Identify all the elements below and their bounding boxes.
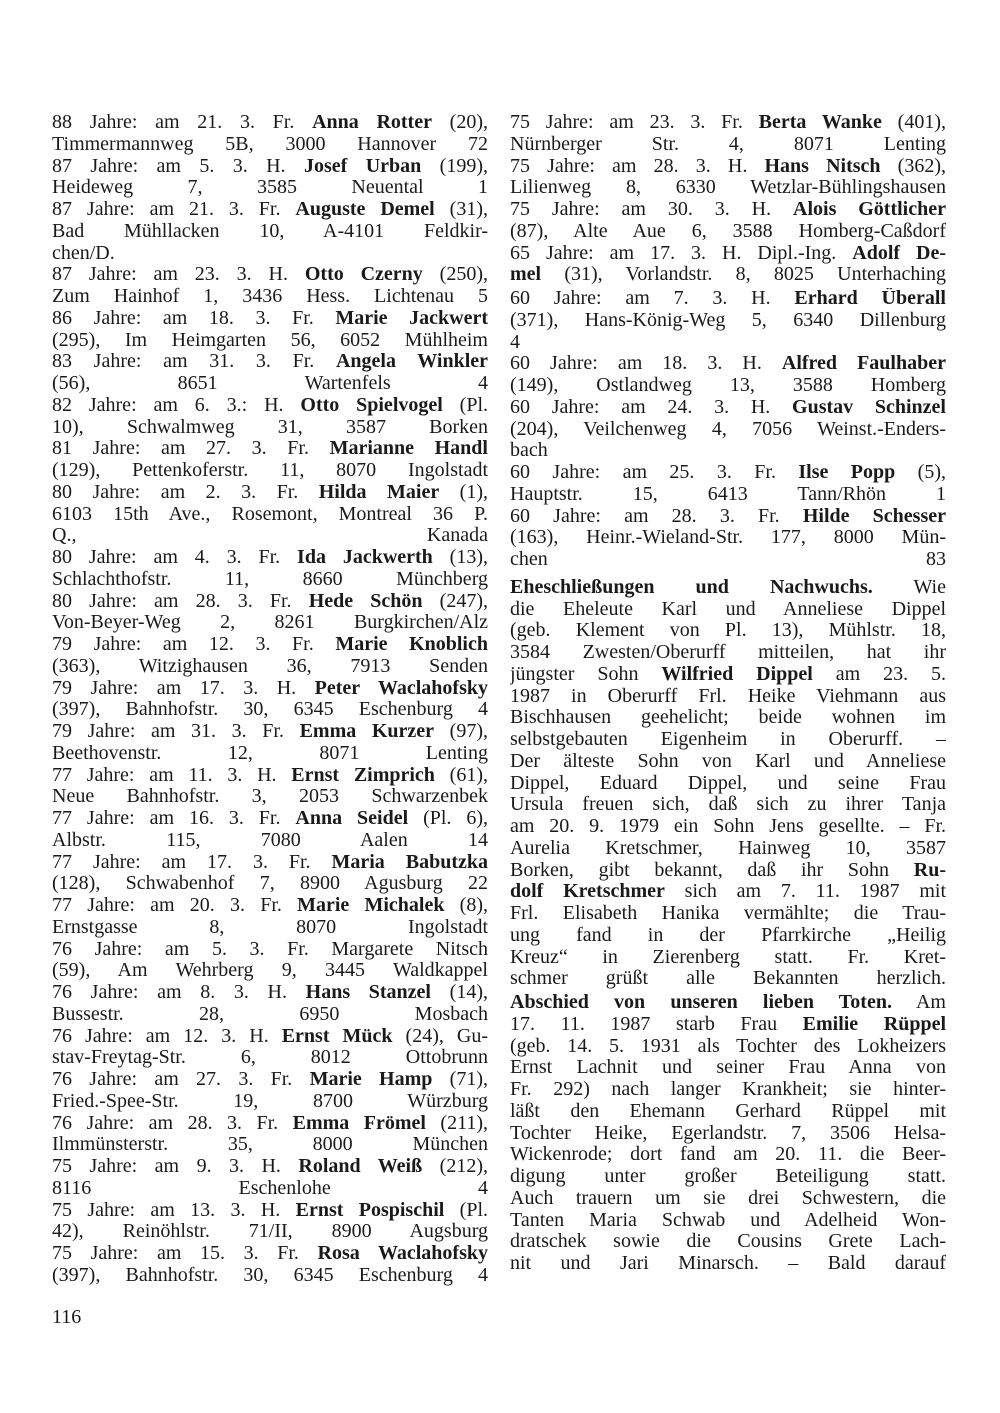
text-line bbox=[510, 903, 946, 925]
bold-name: Erhard Überall bbox=[794, 288, 946, 309]
text-segment: (71), bbox=[432, 1069, 488, 1090]
text-segment: Wie bbox=[872, 576, 946, 598]
text-line bbox=[52, 199, 488, 221]
text-segment: Kreuz“ in Zierenberg statt. Fr. Kret- bbox=[510, 946, 946, 968]
text-segment: 79 Jahre: am 17. 3. H. bbox=[52, 677, 315, 699]
bold-name: Maria Babutzka bbox=[331, 851, 488, 873]
text-segment: 65 Jahre: am 17. 3. H. Dipl.-Ing. bbox=[510, 242, 853, 264]
bold-name: Ilse Popp bbox=[798, 462, 896, 483]
text-segment: 8116 Eschenlohe 4 bbox=[52, 1177, 488, 1199]
bold-name: Emma Frömel bbox=[292, 1112, 426, 1134]
text-segment: (199), bbox=[421, 155, 488, 177]
bold-name: Anna Rotter bbox=[312, 112, 432, 133]
bold-name: Ru- bbox=[913, 859, 946, 881]
bold-name: Marie Hamp bbox=[309, 1069, 433, 1090]
page-number: 116 bbox=[52, 1306, 82, 1328]
text-block bbox=[510, 577, 946, 990]
bold-name: Marie Jackwert bbox=[335, 307, 488, 329]
text-line bbox=[510, 860, 946, 882]
text-line bbox=[52, 286, 488, 308]
text-line bbox=[510, 264, 946, 286]
text-segment: 76 Jahre: am 28. 3. Fr. bbox=[52, 1112, 293, 1134]
text-line bbox=[52, 308, 488, 330]
text-line bbox=[510, 506, 946, 528]
text-line bbox=[510, 156, 946, 178]
text-segment: Ilmmünsterstr. 35, 8000 München bbox=[52, 1134, 488, 1156]
text-line bbox=[52, 177, 488, 199]
text-line bbox=[52, 808, 488, 830]
text-line bbox=[510, 288, 946, 310]
text-line bbox=[510, 353, 946, 375]
text-segment: (1), bbox=[439, 481, 488, 503]
text-line bbox=[52, 1069, 488, 1091]
text-line bbox=[52, 438, 488, 460]
bold-name: Roland Weiß bbox=[298, 1156, 423, 1177]
bold-name: Hans Stanzel bbox=[305, 982, 431, 1003]
text-line bbox=[510, 332, 946, 354]
text-line bbox=[52, 547, 488, 569]
text-segment: am 20. 9. 1979 ein Sohn Jens gesellte. – Fr. bbox=[510, 816, 946, 837]
text-segment: 87 Jahre: am 5. 3. H. bbox=[52, 155, 304, 177]
text-segment: chen/D. bbox=[52, 242, 115, 264]
text-segment: (397), Bahnhofstr. 30, 6345 Eschenburg 4 bbox=[52, 699, 488, 721]
text-line bbox=[510, 599, 946, 621]
text-line bbox=[510, 419, 946, 441]
text-segment: Auch trauern um sie drei Schwestern, die bbox=[510, 1187, 946, 1209]
text-line bbox=[510, 925, 946, 947]
text-segment: Bischhausen geehelicht; beide wohnen im bbox=[510, 707, 946, 729]
text-line bbox=[52, 1113, 488, 1135]
text-segment: Wickenrode; dort fand am 20. 11. die Beer- bbox=[510, 1144, 946, 1166]
text-line bbox=[510, 707, 946, 729]
text-line bbox=[510, 881, 946, 903]
text-segment: (13), bbox=[432, 547, 488, 568]
bold-name: Wilfried Dippel bbox=[661, 663, 813, 685]
bold-name: Marianne Handl bbox=[329, 438, 488, 460]
text-line bbox=[510, 484, 946, 506]
text-line bbox=[510, 1231, 946, 1253]
text-block bbox=[510, 112, 946, 286]
text-segment: Dippel, Eduard Dippel, und seine Frau bbox=[510, 772, 946, 794]
text-segment: 60 Jahre: am 24. 3. H. bbox=[510, 396, 793, 418]
text-segment: Q., Kanada bbox=[52, 525, 488, 547]
text-segment: sich am 7. 11. 1987 mit bbox=[664, 881, 946, 903]
text-segment: (211), bbox=[425, 1112, 488, 1134]
bold-name: Alois Göttlicher bbox=[793, 199, 946, 220]
text-line bbox=[510, 462, 946, 484]
text-line bbox=[52, 569, 488, 591]
text-segment: 60 Jahre: am 28. 3. Fr. bbox=[510, 505, 803, 527]
left-column bbox=[52, 112, 488, 1289]
text-line bbox=[510, 397, 946, 419]
text-segment: 87 Jahre: am 23. 3. H. bbox=[52, 264, 305, 286]
text-segment: (5), bbox=[895, 462, 946, 483]
text-segment: die Eheleute Karl und Anneliese Dippel bbox=[510, 598, 946, 620]
text-segment: 75 Jahre: am 13. 3. H. bbox=[52, 1199, 296, 1221]
text-line bbox=[52, 373, 488, 395]
text-segment: (8), bbox=[444, 895, 488, 916]
bold-name: Alfred Faulhaber bbox=[781, 353, 946, 375]
text-line bbox=[510, 243, 946, 265]
text-segment: (129), Pettenkoferstr. 11, 8070 Ingolstadt bbox=[52, 460, 488, 481]
text-line bbox=[52, 852, 488, 874]
text-line bbox=[52, 243, 488, 265]
text-line bbox=[510, 440, 946, 462]
text-line bbox=[510, 1057, 946, 1079]
text-line bbox=[510, 577, 946, 599]
text-line bbox=[52, 939, 488, 961]
text-segment: 79 Jahre: am 12. 3. Fr. bbox=[52, 634, 336, 655]
text-segment: bach bbox=[510, 440, 548, 462]
text-segment: 80 Jahre: am 2. 3. Fr. bbox=[52, 481, 319, 503]
text-line bbox=[52, 460, 488, 482]
text-segment: (31), bbox=[434, 199, 488, 220]
text-line bbox=[510, 1188, 946, 1210]
text-segment: Hauptstr. 15, 6413 Tann/Rhön 1 bbox=[510, 483, 946, 505]
text-line bbox=[510, 992, 946, 1014]
text-line bbox=[510, 1123, 946, 1145]
text-line bbox=[510, 838, 946, 860]
bold-name: Otto Spielvogel bbox=[300, 394, 443, 416]
text-segment: Albstr. 115, 7080 Aalen 14 bbox=[52, 829, 488, 851]
text-segment: (24), Gu- bbox=[392, 1025, 488, 1047]
text-segment: (31), Vorlandstr. 8, 8025 Unterhaching bbox=[541, 264, 946, 286]
text-line bbox=[52, 1221, 488, 1243]
text-line bbox=[52, 982, 488, 1004]
text-segment: Bussestr. 28, 6950 Mosbach bbox=[52, 1003, 488, 1025]
text-segment: Von-Beyer-Weg 2, 8261 Burgkirchen/Alz bbox=[52, 612, 488, 634]
text-line bbox=[510, 549, 946, 571]
text-segment: 76 Jahre: am 12. 3. H. bbox=[52, 1025, 282, 1047]
text-line bbox=[52, 395, 488, 417]
text-segment: Ernst Lachnit und seiner Frau Anna von bbox=[510, 1057, 946, 1079]
text-segment: 77 Jahre: am 11. 3. H. bbox=[52, 764, 292, 786]
text-line bbox=[510, 751, 946, 773]
bold-name: Ernst Zimprich bbox=[291, 764, 435, 786]
text-line bbox=[52, 917, 488, 939]
text-segment: (97), bbox=[434, 721, 488, 742]
bold-name: Emilie Rüppel bbox=[802, 1013, 946, 1035]
bold-name: Marie Michalek bbox=[297, 895, 445, 916]
text-segment: ung fand in der Pfarrkirche „Heilig bbox=[510, 924, 946, 946]
bold-name: Hilde Schesser bbox=[802, 505, 946, 527]
text-segment: (geb. 14. 5. 1931 als Tochter des Lokheizers bbox=[510, 1035, 946, 1057]
text-line bbox=[510, 947, 946, 969]
text-segment: Fr. 292) nach langer Krankheit; sie hinter- bbox=[510, 1079, 946, 1100]
text-segment: (87), Alte Aue 6, 3588 Homberg-Caßdorf bbox=[510, 220, 946, 242]
text-line bbox=[52, 591, 488, 613]
text-segment: (Pl. 6), bbox=[408, 808, 488, 829]
text-segment: 4 bbox=[510, 331, 520, 353]
text-line bbox=[52, 699, 488, 721]
bold-name: dolf Kretschmer bbox=[510, 881, 665, 903]
text-segment: 3584 Zwesten/Oberurff mitteilen, hat ihr bbox=[510, 642, 946, 663]
text-line bbox=[510, 1166, 946, 1188]
text-segment: Tochter Heike, Egerlandstr. 7, 3506 Helsa- bbox=[510, 1122, 946, 1144]
text-segment: 80 Jahre: am 28. 3. Fr. bbox=[52, 590, 309, 612]
text-line bbox=[510, 112, 946, 134]
text-segment: (371), Hans-König-Weg 5, 6340 Dillenburg bbox=[510, 309, 946, 331]
bold-name: Abschied von unseren lieben Toten. bbox=[510, 992, 892, 1013]
text-line bbox=[52, 743, 488, 765]
text-line bbox=[52, 873, 488, 895]
text-segment: 83 Jahre: am 31. 3. Fr. bbox=[52, 351, 336, 373]
text-segment: 75 Jahre: am 15. 3. Fr. bbox=[52, 1243, 318, 1264]
text-line bbox=[510, 729, 946, 751]
text-segment: 17. 11. 1987 starb Frau bbox=[510, 1013, 803, 1035]
right-column bbox=[510, 112, 946, 1277]
bold-name: Emma Kurzer bbox=[299, 721, 435, 742]
text-line bbox=[52, 351, 488, 373]
bold-name: Eheschließungen und Nachwuchs. bbox=[510, 576, 873, 598]
text-segment: 60 Jahre: am 18. 3. H. bbox=[510, 353, 782, 375]
bold-name: Hilda Maier bbox=[318, 481, 440, 503]
text-segment: 10), Schwalmweg 31, 3587 Borken bbox=[52, 416, 488, 438]
text-line bbox=[510, 1036, 946, 1058]
text-line bbox=[52, 721, 488, 743]
text-line bbox=[510, 1253, 946, 1275]
text-block bbox=[510, 288, 946, 571]
text-line bbox=[510, 794, 946, 816]
text-line bbox=[52, 525, 488, 547]
text-segment: Schlachthofstr. 11, 8660 Münchberg bbox=[52, 568, 488, 590]
text-segment: dratschek sowie die Cousins Grete Lach- bbox=[510, 1231, 946, 1253]
text-line bbox=[52, 830, 488, 852]
bold-name: Hans Nitsch bbox=[764, 155, 881, 177]
bold-name: Berta Wanke bbox=[758, 112, 882, 133]
text-segment: (247), bbox=[422, 590, 488, 612]
text-segment: Ernstgasse 8, 8070 Ingolstadt bbox=[52, 916, 488, 938]
text-segment: 60 Jahre: am 7. 3. H. bbox=[510, 288, 795, 309]
text-segment: (401), bbox=[881, 112, 946, 133]
text-segment: (212), bbox=[422, 1156, 488, 1177]
text-line bbox=[52, 1091, 488, 1113]
text-line bbox=[510, 773, 946, 795]
text-line bbox=[510, 199, 946, 221]
text-line bbox=[510, 221, 946, 243]
text-segment: Fried.-Spee-Str. 19, 8700 Würzburg bbox=[52, 1090, 488, 1112]
text-line bbox=[52, 264, 488, 286]
text-line bbox=[52, 678, 488, 700]
text-line bbox=[510, 620, 946, 642]
text-segment: 87 Jahre: am 21. 3. Fr. bbox=[52, 199, 296, 220]
text-segment: Am bbox=[891, 992, 946, 1013]
text-segment: 75 Jahre: am 9. 3. H. bbox=[52, 1156, 299, 1177]
text-segment: chen 83 bbox=[510, 549, 946, 570]
text-segment: Timmermannweg 5B, 3000 Hannover 72 bbox=[52, 133, 488, 155]
text-segment: Frl. Elisabeth Hanika vermählte; die Trau- bbox=[510, 903, 946, 924]
text-line bbox=[52, 895, 488, 917]
text-line bbox=[52, 134, 488, 156]
text-segment: (20), bbox=[431, 112, 488, 133]
text-segment: läßt den Ehemann Gerhard Rüppel mit bbox=[510, 1100, 946, 1122]
text-segment: (363), Witzighausen 36, 7913 Senden bbox=[52, 655, 488, 677]
text-line bbox=[52, 1178, 488, 1200]
text-segment: Beethovenstr. 12, 8071 Lenting bbox=[52, 742, 488, 764]
text-line bbox=[52, 156, 488, 178]
bold-name: Hede Schön bbox=[308, 590, 423, 612]
text-segment: selbstgebauten Eigenheim in Oberurff. – bbox=[510, 729, 946, 750]
text-line bbox=[510, 1014, 946, 1036]
text-segment: (56), 8651 Wartenfels 4 bbox=[52, 373, 488, 394]
text-segment: 86 Jahre: am 18. 3. Fr. bbox=[52, 307, 336, 329]
bold-name: Anna Seidel bbox=[295, 808, 409, 829]
text-line bbox=[52, 417, 488, 439]
text-segment: 88 Jahre: am 21. 3. Fr. bbox=[52, 112, 313, 133]
text-line bbox=[510, 664, 946, 686]
text-line bbox=[510, 375, 946, 397]
text-segment: Bad Mühllacken 10, A-4101 Feldkir- bbox=[52, 220, 488, 242]
bold-name: Rosa Waclahofsky bbox=[317, 1243, 488, 1264]
text-segment: 82 Jahre: am 6. 3.: H. bbox=[52, 394, 301, 416]
bold-name: Ernst Pospischil bbox=[295, 1199, 445, 1221]
text-line bbox=[52, 1026, 488, 1048]
text-segment: 42), Reinöhlstr. 71/II, 8900 Augsburg bbox=[52, 1221, 488, 1243]
bold-name: Peter Waclahofsky bbox=[314, 677, 488, 699]
text-segment: (295), Im Heimgarten 56, 6052 Mühlheim bbox=[52, 329, 488, 351]
text-segment: am 23. 5. bbox=[812, 663, 946, 685]
text-line bbox=[510, 1210, 946, 1232]
bold-name: Gustav Schinzel bbox=[792, 396, 946, 418]
text-segment: (397), Bahnhofstr. 30, 6345 Eschenburg 4 bbox=[52, 1264, 488, 1286]
text-segment: Nürnberger Str. 4, 8071 Lenting bbox=[510, 133, 946, 155]
text-segment: (geb. Klement von Pl. 13), Mühlstr. 18, bbox=[510, 620, 946, 642]
text-segment: Neue Bahnhofstr. 3, 2053 Schwarzenbek bbox=[52, 786, 488, 808]
text-segment: 80 Jahre: am 4. 3. Fr. bbox=[52, 547, 298, 568]
text-line bbox=[52, 330, 488, 352]
text-segment: Ursula freuen sich, daß sich zu ihrer Tanja bbox=[510, 794, 946, 816]
text-line bbox=[510, 816, 946, 838]
text-line bbox=[52, 482, 488, 504]
text-segment: (250), bbox=[422, 264, 488, 286]
text-segment: (128), Schwabenhof 7, 8900 Agusburg 22 bbox=[52, 873, 488, 895]
text-line bbox=[52, 1134, 488, 1156]
text-line bbox=[510, 1101, 946, 1123]
text-segment: Der älteste Sohn von Karl und Anneliese bbox=[510, 750, 946, 772]
text-line bbox=[510, 527, 946, 549]
text-line bbox=[52, 1047, 488, 1069]
text-line bbox=[52, 765, 488, 787]
text-line bbox=[52, 221, 488, 243]
text-segment: Lilienweg 8, 6330 Wetzlar-Bühlingshausen bbox=[510, 177, 946, 199]
text-line bbox=[52, 786, 488, 808]
text-line bbox=[52, 1265, 488, 1287]
text-segment: 75 Jahre: am 30. 3. H. bbox=[510, 199, 794, 220]
text-line bbox=[52, 1243, 488, 1265]
text-segment: 76 Jahre: am 27. 3. Fr. bbox=[52, 1069, 310, 1090]
text-segment: 77 Jahre: am 16. 3. Fr. bbox=[52, 808, 296, 829]
text-line bbox=[510, 1079, 946, 1101]
text-segment: 75 Jahre: am 28. 3. H. bbox=[510, 155, 765, 177]
text-segment: nit und Jari Minarsch. – Bald darauf bbox=[510, 1253, 946, 1274]
bold-name: Otto Czerny bbox=[304, 264, 423, 286]
text-segment: (163), Heinr.-Wieland-Str. 177, 8000 Mün- bbox=[510, 527, 946, 549]
text-segment: 77 Jahre: am 17. 3. Fr. bbox=[52, 851, 332, 873]
text-segment: Zum Hainhof 1, 3436 Hess. Lichtenau 5 bbox=[52, 286, 488, 307]
text-segment: (Pl. bbox=[442, 394, 488, 416]
text-line bbox=[510, 642, 946, 664]
text-segment: Aurelia Kretschmer, Hainweg 10, 3587 bbox=[510, 837, 946, 859]
text-segment: 1987 in Oberurff Frl. Heike Viehmann aus bbox=[510, 685, 946, 707]
text-segment: 6103 15th Ave., Rosemont, Montreal 36 P. bbox=[52, 503, 488, 525]
text-segment: (61), bbox=[434, 764, 488, 786]
text-line bbox=[52, 656, 488, 678]
text-line bbox=[52, 1200, 488, 1222]
text-block bbox=[510, 992, 946, 1275]
text-line bbox=[510, 1144, 946, 1166]
text-segment: (149), Ostlandweg 13, 3588 Homberg bbox=[510, 375, 946, 396]
text-segment: 77 Jahre: am 20. 3. Fr. bbox=[52, 895, 298, 916]
text-segment: Tanten Maria Schwab und Adelheid Won- bbox=[510, 1209, 946, 1231]
text-line bbox=[510, 968, 946, 990]
text-segment: (362), bbox=[880, 155, 946, 177]
bold-name: Auguste Demel bbox=[295, 199, 435, 220]
bold-name: Angela Winkler bbox=[335, 351, 488, 373]
bold-name: mel bbox=[510, 264, 542, 286]
text-segment: 81 Jahre: am 27. 3. Fr. bbox=[52, 438, 330, 460]
text-segment: (59), Am Wehrberg 9, 3445 Waldkappel bbox=[52, 960, 488, 982]
text-line bbox=[52, 1156, 488, 1178]
text-segment: 76 Jahre: am 5. 3. Fr. Margarete Nitsch bbox=[52, 938, 488, 960]
text-segment: (14), bbox=[431, 982, 488, 1003]
text-segment: (Pl. bbox=[444, 1199, 488, 1221]
bold-name: Ernst Mück bbox=[281, 1025, 393, 1047]
bold-name: Josef Urban bbox=[304, 155, 422, 177]
text-segment: stav-Freytag-Str. 6, 8012 Ottobrunn bbox=[52, 1047, 488, 1069]
text-segment: 60 Jahre: am 25. 3. Fr. bbox=[510, 462, 799, 483]
text-line bbox=[510, 310, 946, 332]
text-segment: Heideweg 7, 3585 Neuental 1 bbox=[52, 177, 488, 199]
text-line bbox=[510, 686, 946, 708]
bold-name: Ida Jackwerth bbox=[297, 547, 433, 568]
bold-name: Marie Knoblich bbox=[335, 634, 488, 655]
text-segment: 79 Jahre: am 31. 3. Fr. bbox=[52, 721, 300, 742]
text-line bbox=[510, 134, 946, 156]
text-block bbox=[52, 112, 488, 1287]
text-segment: schmer grüßt alle Bekannten herzlich. bbox=[510, 968, 946, 990]
text-segment: 76 Jahre: am 8. 3. H. bbox=[52, 982, 306, 1003]
text-segment: digung unter großer Beteiligung statt. bbox=[510, 1166, 946, 1187]
text-line bbox=[52, 960, 488, 982]
text-line bbox=[52, 612, 488, 634]
text-segment: 75 Jahre: am 23. 3. Fr. bbox=[510, 112, 759, 133]
text-segment: (204), Veilchenweg 4, 7056 Weinst.-Enders- bbox=[510, 418, 946, 440]
text-line bbox=[52, 112, 488, 134]
text-line bbox=[510, 177, 946, 199]
text-line bbox=[52, 1004, 488, 1026]
text-segment: jüngster Sohn bbox=[510, 663, 662, 685]
text-line bbox=[52, 634, 488, 656]
text-segment: Borken, gibt bekannt, daß ihr Sohn bbox=[510, 859, 914, 881]
bold-name: Adolf De- bbox=[852, 242, 946, 264]
text-line bbox=[52, 504, 488, 526]
